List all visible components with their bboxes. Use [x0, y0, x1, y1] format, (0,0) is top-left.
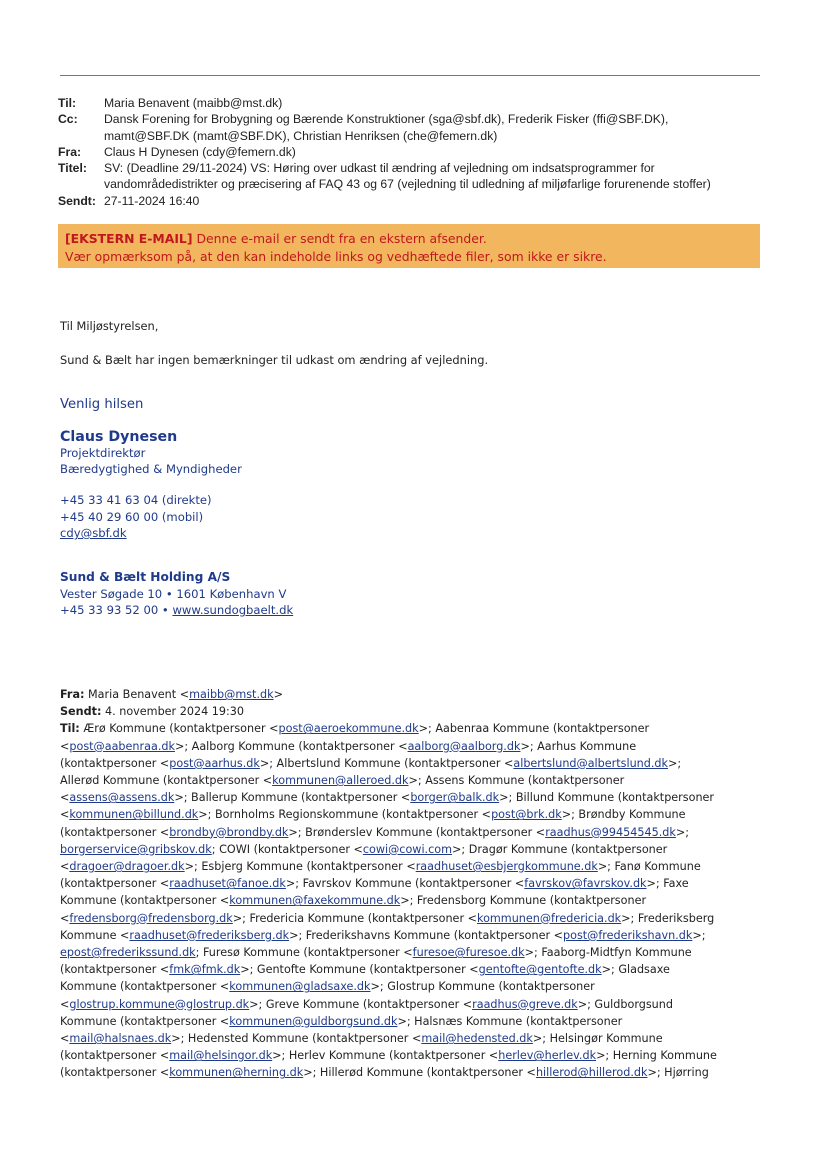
recipient-text: Allerød Kommune (kontaktpersoner <	[60, 774, 273, 788]
recipient-text: Kommune <	[60, 928, 130, 942]
recipient-line	[60, 1030, 766, 1047]
recipient-line	[60, 1064, 766, 1081]
signature-department: Bæredygtighed & Myndigheder	[60, 462, 242, 476]
recipient-line	[60, 892, 766, 909]
recipient-text: >; Frederikshavns Kommune (kontaktpersoner <	[289, 928, 563, 942]
recipient-email-link[interactable]: post@aarhus.dk	[169, 756, 260, 770]
recipient-email-link[interactable]: kommunen@gladsaxe.dk	[229, 980, 371, 994]
recipient-email-link[interactable]: kommunen@fredericia.dk	[476, 911, 622, 925]
recipient-text: >; Ballerup Kommune (kontaktpersoner <	[174, 791, 411, 805]
recipient-text: >; Dragør Kommune (kontaktpersoner	[452, 842, 668, 856]
recipient-email-link[interactable]: raadhus@greve.dk	[472, 997, 578, 1011]
recipient-text: >; Greve Kommune (kontaktpersoner <	[249, 997, 473, 1011]
orig-from-line	[60, 686, 766, 703]
recipient-email-link[interactable]: aalborg@aalborg.dk	[407, 739, 521, 753]
recipient-text: >;	[668, 756, 682, 770]
recipient-email-link[interactable]: raadhuset@frederiksberg.dk	[129, 928, 290, 942]
signature-closing: Venlig hilsen	[60, 397, 144, 412]
recipient-email-link[interactable]: furesoe@furesoe.dk	[412, 946, 525, 960]
recipient-text: >; Faxe	[646, 877, 689, 891]
recipient-text: >; Frederiksberg	[621, 911, 715, 925]
recipient-email-link[interactable]: herlev@herlev.dk	[498, 1049, 597, 1063]
orig-sent-line	[60, 703, 766, 720]
recipient-text: <	[60, 911, 70, 925]
recipient-text: >; Assens Kommune (kontaktpersoner	[408, 774, 625, 788]
recipient-text: <	[60, 997, 70, 1011]
signature-phone-web	[60, 603, 293, 617]
recipient-text: >; Brønderslev Kommune (kontaktpersoner <	[288, 825, 546, 839]
title-label: Titel:	[58, 161, 87, 176]
recipient-text: >; Bornholms Regionskommune (kontaktpersoner <	[198, 808, 492, 822]
signature-website-link[interactable]: www.sundogbaelt.dk	[172, 603, 294, 617]
recipient-text: >; Billund Kommune (kontaktpersoner	[499, 791, 715, 805]
recipient-text: (kontaktpersoner <	[60, 756, 170, 770]
recipient-line	[60, 996, 766, 1013]
recipient-email-link[interactable]: dragoer@dragoer.dk	[69, 860, 185, 874]
cc-row	[58, 111, 778, 144]
cc-value	[104, 111, 778, 144]
recipient-text: >; Hillerød Kommune (kontaktpersoner <	[303, 1066, 536, 1080]
recipient-text: >; Herning Kommune	[596, 1049, 717, 1063]
recipient-email-link[interactable]: kommunen@billund.dk	[69, 808, 199, 822]
recipient-line	[60, 720, 766, 737]
recipient-email-link[interactable]: favrskov@favrskov.dk	[524, 877, 647, 891]
recipient-text: <	[60, 808, 70, 822]
recipient-email-link[interactable]: epost@frederikssund.dk	[60, 946, 196, 960]
sent-value: 27-11-2024 16:40	[104, 193, 200, 208]
recipient-text: (kontaktpersoner <	[60, 877, 170, 891]
orig-sent-label: Sendt:	[60, 705, 102, 719]
recipient-text: <	[60, 739, 70, 753]
recipient-email-link[interactable]: raadhuset@esbjergkommune.dk	[415, 860, 598, 874]
recipient-email-link[interactable]: hillerod@hillerod.dk	[535, 1066, 648, 1080]
recipient-text: >; Glostrup Kommune (kontaktpersoner	[370, 980, 595, 994]
recipient-email-link[interactable]: mail@helsingor.dk	[169, 1049, 273, 1063]
recipient-text: (kontaktpersoner <	[60, 963, 170, 977]
recipient-email-link[interactable]: post@aabenraa.dk	[69, 739, 175, 753]
recipient-text: (kontaktpersoner <	[60, 1066, 170, 1080]
recipient-text: >; Gladsaxe	[601, 963, 670, 977]
recipient-line	[60, 806, 766, 823]
recipient-email-link[interactable]: borger@balk.dk	[410, 791, 500, 805]
recipient-email-link[interactable]: post@frederikshavn.dk	[563, 928, 693, 942]
recipient-email-link[interactable]: borgerservice@gribskov.dk	[60, 842, 212, 856]
cc-line-1: Dansk Forening for Brobygning og Bærende Konstruktioner (sga@sbf.dk), Frederik Fisker (ffi@SBF.DK),	[104, 112, 669, 127]
recipient-line	[60, 961, 766, 978]
recipient-text: >; Hedensted Kommune (kontaktpersoner <	[171, 1032, 422, 1046]
to-row	[58, 95, 778, 111]
recipient-text: >; Fredericia Kommune (kontaktpersoner <	[232, 911, 477, 925]
recipient-text: (kontaktpersoner <	[60, 825, 170, 839]
recipient-line	[60, 944, 766, 961]
recipient-text: >; Favrskov Kommune (kontaktpersoner <	[285, 877, 525, 891]
recipient-line	[60, 789, 766, 806]
recipient-line	[60, 824, 766, 841]
banner-line-2: Vær opmærksom på, at den kan indeholde links og vedhæftede filer, som ikke er sikre.	[65, 249, 607, 264]
banner-prefix: [EKSTERN E-MAIL]	[65, 231, 193, 246]
signature-email-link[interactable]: cdy@sbf.dk	[60, 526, 127, 540]
recipient-email-link[interactable]: mail@halsnaes.dk	[69, 1032, 172, 1046]
orig-recipients	[60, 720, 766, 1081]
recipient-line	[60, 1047, 766, 1064]
orig-from-label: Fra:	[60, 688, 85, 701]
orig-from-email-link[interactable]: maibb@mst.dk	[189, 688, 274, 701]
recipient-text: Kommune (kontaktpersoner <	[60, 980, 230, 994]
orig-sent-text: 4. november 2024 19:30	[101, 705, 244, 719]
signature-title: Projektdirektør	[60, 446, 146, 460]
external-email-banner	[58, 224, 760, 268]
recipient-line	[60, 978, 766, 995]
recipient-text: Kommune (kontaktpersoner <	[60, 1014, 230, 1028]
recipient-text: >; Gentofte Kommune (kontaktpersoner <	[240, 963, 479, 977]
recipient-text: ; COWI (kontaktpersoner <	[211, 842, 363, 856]
banner-line-1	[65, 231, 487, 246]
to-value: Maria Benavent (maibb@mst.dk)	[104, 96, 283, 110]
recipient-text: ; Furesø Kommune (kontaktpersoner <	[195, 946, 413, 960]
recipient-email-link[interactable]: post@aeroekommune.dk	[278, 722, 419, 736]
recipient-email-link[interactable]: fmk@fmk.dk	[169, 963, 241, 977]
cc-label: Cc:	[58, 112, 78, 127]
recipient-text: >; Hjørring	[647, 1066, 709, 1080]
recipient-text: >; Herlev Kommune (kontaktpersoner <	[272, 1049, 499, 1063]
recipient-text: >; Brøndby Kommune	[561, 808, 686, 822]
recipient-email-link[interactable]: raadhus@99454545.dk	[545, 825, 676, 839]
recipient-email-link[interactable]: brondby@brondby.dk	[169, 825, 289, 839]
recipient-email-link[interactable]: kommunen@faxekommune.dk	[229, 894, 401, 908]
recipient-line	[60, 858, 766, 875]
recipient-line	[60, 910, 766, 927]
recipient-text: >; Faaborg-Midtfyn Kommune	[524, 946, 692, 960]
from-value: Claus H Dynesen (cdy@femern.dk)	[104, 144, 296, 159]
recipient-text: >; Aarhus Kommune	[520, 739, 637, 753]
orig-from-suffix: >	[273, 688, 283, 701]
forwarded-message	[60, 686, 766, 1082]
recipient-text: Ærø Kommune (kontaktpersoner <	[79, 722, 279, 736]
recipient-text: Kommune (kontaktpersoner <	[60, 894, 230, 908]
recipient-email-link[interactable]: albertslund@albertslund.dk	[513, 756, 668, 770]
orig-from-text: Maria Benavent <	[84, 688, 190, 701]
recipient-text: >;	[675, 825, 690, 839]
recipient-line	[60, 755, 766, 772]
recipient-text: >; Fanø Kommune	[597, 860, 701, 874]
from-row	[58, 144, 778, 160]
message-text: Sund & Bælt har ingen bemærkninger til udkast om ændring af vejledning.	[60, 353, 489, 367]
recipient-email-link[interactable]: kommunen@herning.dk	[169, 1066, 304, 1080]
sent-row	[58, 193, 778, 209]
recipient-email-link[interactable]: kommunen@alleroed.dk	[272, 774, 409, 788]
title-line-1: SV: (Deadline 29/11-2024) VS: Høring over udkast til ændring af vejledning om indsatsprogrammer for	[104, 161, 655, 176]
recipient-line	[60, 772, 766, 789]
recipient-email-link[interactable]: gentofte@gentofte.dk	[478, 963, 602, 977]
sent-label: Sendt:	[58, 193, 96, 208]
recipient-line	[60, 738, 766, 755]
recipient-line	[60, 875, 766, 892]
recipient-text: >; Albertslund Kommune (kontaktpersoner <	[259, 756, 514, 770]
recipient-email-link[interactable]: kommunen@guldborgsund.dk	[229, 1014, 398, 1028]
recipient-email-link[interactable]: cowi@cowi.com	[362, 842, 453, 856]
greeting: Til Miljøstyrelsen,	[60, 319, 159, 333]
recipient-email-link[interactable]: post@brk.dk	[491, 808, 562, 822]
from-label: Fra:	[58, 144, 82, 159]
signature-phone-mobile: +45 40 29 60 00 (mobil)	[60, 510, 204, 524]
orig-to-label: Til:	[60, 722, 80, 736]
cc-line-2: mamt@SBF.DK (mamt@SBF.DK), Christian Henriksen (che@femern.dk)	[104, 128, 498, 143]
recipient-text: >;	[692, 928, 706, 942]
recipient-text: >; Helsingør Kommune	[532, 1032, 663, 1046]
title-value	[104, 160, 778, 193]
signature-phone-main: +45 33 93 52 00 •	[60, 603, 173, 617]
signature-name: Claus Dynesen	[60, 429, 178, 445]
recipient-line	[60, 927, 766, 944]
recipient-text: >; Halsnæs Kommune (kontaktpersoner	[397, 1014, 623, 1028]
recipient-text: >; Fredensborg Kommune (kontaktpersoner	[400, 894, 647, 908]
signature-phone-direct: +45 33 41 63 04 (direkte)	[60, 493, 212, 507]
recipient-text: <	[60, 860, 70, 874]
banner-text-1: Denne e-mail er sendt fra en ekstern afsender.	[192, 231, 487, 246]
recipient-text: (kontaktpersoner <	[60, 1049, 170, 1063]
recipient-email-link[interactable]: raadhuset@fanoe.dk	[169, 877, 286, 891]
recipient-text: <	[60, 791, 70, 805]
title-line-2: vandområdedistrikter og præcisering af FAQ 43 og 67 (vejledning til udledning af miljøfarlige forurenende stoffer)	[104, 177, 711, 192]
email-header	[58, 95, 778, 209]
recipient-text: >; Aabenraa Kommune (kontaktpersoner	[418, 722, 650, 736]
recipient-text: >; Guldborgsund	[577, 997, 673, 1011]
signature-address: Vester Søgade 10 • 1601 København V	[60, 587, 287, 601]
recipient-email-link[interactable]: glostrup.kommune@glostrup.dk	[69, 997, 250, 1011]
recipient-email-link[interactable]: fredensborg@fredensborg.dk	[69, 911, 233, 925]
recipient-text: >; Esbjerg Kommune (kontaktpersoner <	[184, 860, 416, 874]
recipient-email-link[interactable]: mail@hedensted.dk	[421, 1032, 533, 1046]
recipient-line	[60, 841, 766, 858]
recipient-email-link[interactable]: assens@assens.dk	[69, 791, 175, 805]
header-divider	[60, 75, 760, 76]
recipient-line	[60, 1013, 766, 1030]
to-label: Til:	[58, 96, 77, 110]
signature-company: Sund & Bælt Holding A/S	[60, 570, 231, 584]
recipient-text: <	[60, 1032, 70, 1046]
title-row	[58, 160, 778, 193]
recipient-text: >; Aalborg Kommune (kontaktpersoner <	[174, 739, 408, 753]
